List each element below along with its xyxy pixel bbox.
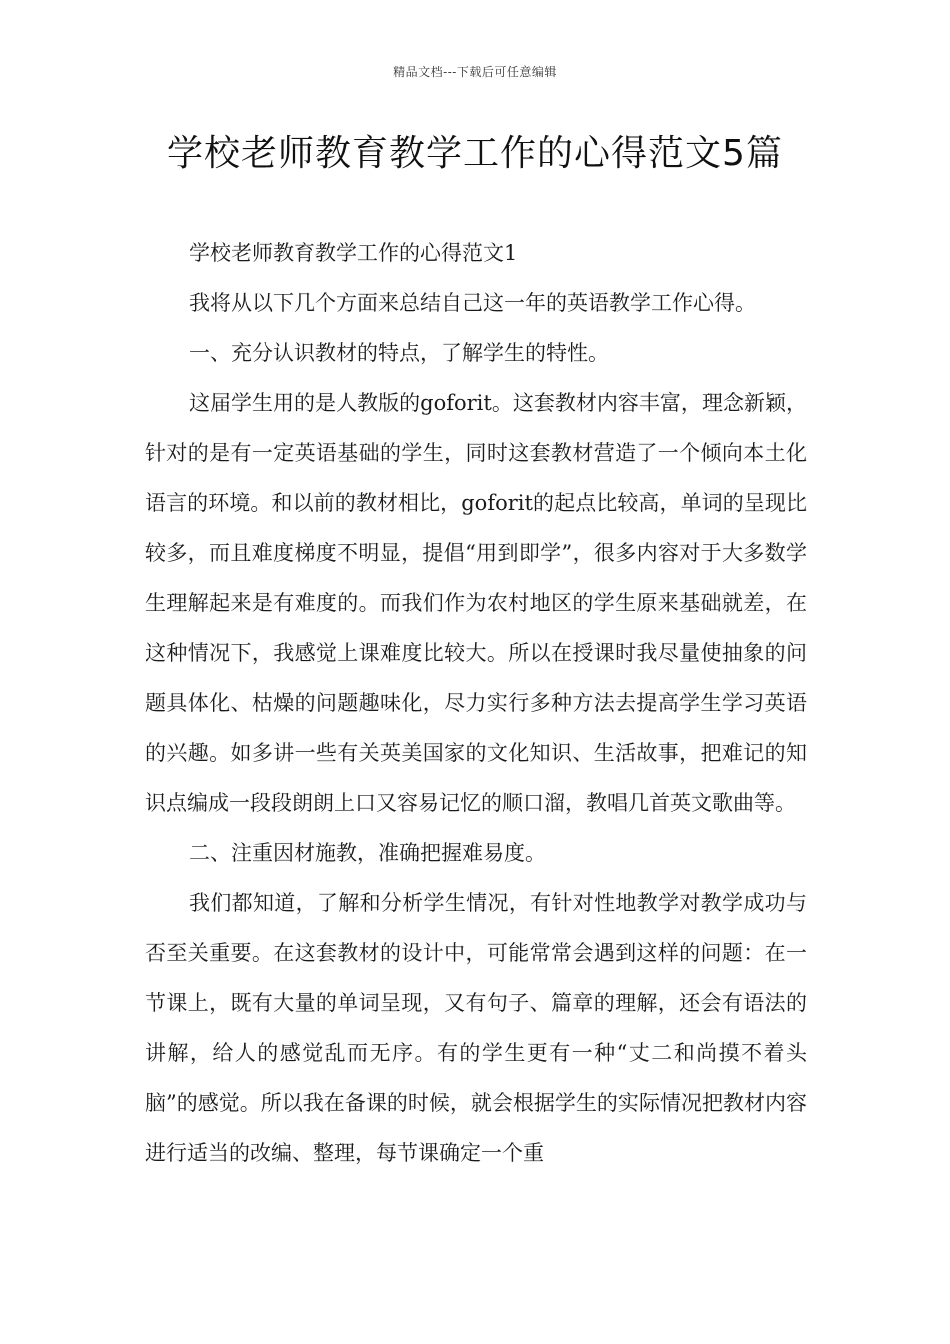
paragraph: 这届学生用的是人教版的goforit。这套教材内容丰富，理念新颖，针对的是有一定英语基础的学生，同时这套教材营造了一个倾向本土化语言的环境。和以前的教材相比，goforit的起点比较高，单词的呈现比较多，而且难度梯度不明显，提倡“用到即学”，很多内容对于大多数学生理解起来是有难度的。而我们作为农村地区的学生原来基础就差，在这种情况下，我感觉上课难度比较大。所以在授课时我尽量使抽象的问题具体化、枯燥的问题趣味化，尽力实行多种方法去提高学生学习英语的兴趣。如多讲一些有关英美国家的文化知识、生活故事，把难记的知识点编成一段段朗朗上口又容易记忆的顺口溜，教唱几首英文歌曲等。 <box>145 391 807 815</box>
document-title: 学校老师教育教学工作的心得范文5篇 <box>167 133 783 174</box>
paragraph: 一、充分认识教材的特点，了解学生的特性。 <box>189 341 609 365</box>
section-heading: 学校老师教育教学工作的心得范文1 <box>189 241 518 265</box>
header-note: 精品文档---下载后可任意编辑 <box>393 65 557 79</box>
document-body <box>145 228 807 1178</box>
paragraph: 二、注重因材施教，准确把握难易度。 <box>189 841 546 865</box>
paragraph: 我将从以下几个方面来总结自己这一年的英语教学工作心得。 <box>189 291 756 315</box>
paragraph: 我们都知道，了解和分析学生情况，有针对性地教学对教学成功与否至关重要。在这套教材的设计中，可能常常会遇到这样的问题：在一节课上，既有大量的单词呈现，又有句子、篇章的理解，还会有语法的讲解，给人的感觉乱而无序。有的学生更有一种“丈二和尚摸不着头脑”的感觉。所以我在备课的时候，就会根据学生的实际情况把教材内容进行适当的改编、整理，每节课确定一个重 <box>145 891 807 1165</box>
